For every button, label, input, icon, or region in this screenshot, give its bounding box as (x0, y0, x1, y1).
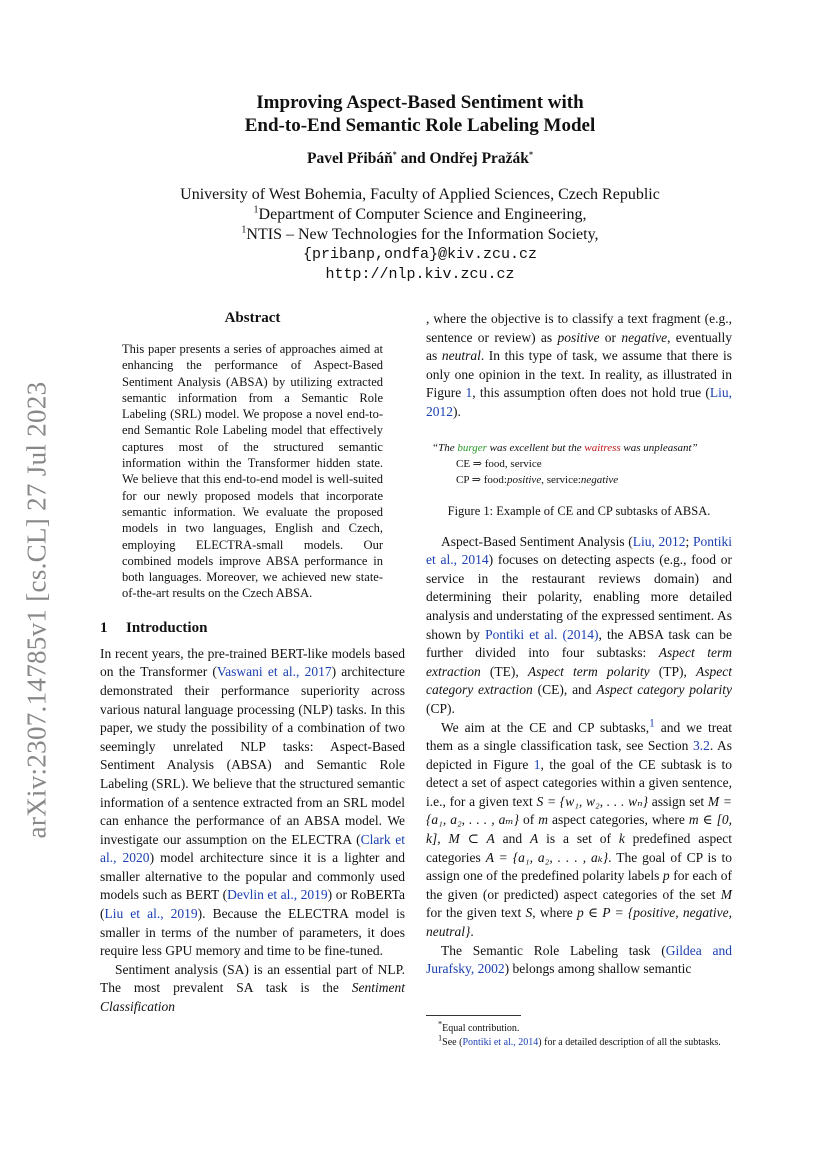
figure-ref-link[interactable]: 1 (465, 385, 473, 401)
paper-title (100, 91, 740, 137)
citation-link[interactable]: Clark et al., 2020 (100, 831, 405, 866)
citation-link[interactable]: Liu et al., 2019 (104, 906, 198, 922)
citation-link[interactable]: Pontiki et al. (2014) (485, 626, 599, 642)
intro-paragraph-2-start: Sentiment analysis (SA) is an essential part of NLP. The most prevalent SA task is the Sentiment Classification (100, 961, 405, 1015)
intro-paragraph-2-cont: , where the objective is to classify a text fragment (e.g., sentence or review) as positive or negative, eventually as neutral. In this type of task, we assume that there is only one opinion in the text. In reality, as illustrated in Figure 1, this assumption often does not hold true (Liu, 2012). (426, 311, 732, 419)
title-line-2: End-to-End Semantic Role Labeling Model (244, 115, 596, 136)
affiliations (100, 185, 740, 285)
left-column (100, 310, 405, 1017)
author-2-marker: * (528, 149, 533, 159)
abstract-text: This paper presents a series of approaches aimed at enhancing the performance of Aspect-Based Sentiment Analysis (ABSA) by utilizing extracted semantic information from a Semantic Role Labeling (SRL) model. We propose a novel end-to-end Semantic Role Labeling model that effectively captures most of the structured semantic information within the Transformer hidden state. We believe that this end-to-end model is well-suited for our newly proposed models that incorporate semantic information. We evaluate the proposed models in two languages, English and Czech, employing ELECTRA-small models. Our combined models improve ABSA performance in both languages. Moreover, we achieved new state-of-the-art results on the Czech ABSA. (122, 342, 383, 601)
aspect-word-waitress: waitress (584, 441, 621, 454)
figure-1-caption: Figure 1: Example of CE and CP subtasks of ABSA. (447, 503, 711, 518)
section-number: 1 (100, 619, 108, 636)
citation-link[interactable]: Gildea and Jurafsky, 2002 (426, 942, 732, 977)
footnote-ref-link[interactable]: 1 (649, 717, 655, 729)
srl-paragraph: The Semantic Role Labeling task (Gildea and Jurafsky, 2002) belongs among shallow semantic (426, 942, 732, 977)
section-ref-link[interactable]: 3.2 (692, 738, 710, 754)
arxiv-stamp (14, 375, 60, 845)
citation-link[interactable]: Vaswani et al., 2017 (216, 664, 332, 680)
affiliation-3: $^1$NTIS – New Technologies for the Information Society, (241, 224, 599, 243)
author-connector: and (396, 150, 430, 167)
citation-link[interactable]: Pontiki et al., 2014 (426, 533, 732, 568)
affiliation-2: $^1$Department of Computer Science and Engineering, (253, 204, 587, 223)
citation-link[interactable]: Devlin et al., 2019 (227, 887, 328, 903)
figure-cp-line: CP ⇒ food:positive, service:negative (456, 473, 619, 486)
intro-paragraph-1: In recent years, the pre-trained BERT-like models based on the Transformer (Vaswani et al., 2017) architecture demonstrated their performance superiority across various natural language processing (NLP) tasks. In this paper, we study the possibility of a combination of two seemingly unrelated NLP tasks: Aspect-Based Sentiment Analysis (ABSA) and Semantic Role Labeling (SRL). We believe that the structured semantic information of a sentence extracted from an SRL model can enhance the performance of an ABSA model. We investigate our assumption on the ELECTRA (Clark et al., 2020) model architecture since it is a lighter and smaller alternative to the popular and commonly used models such as BERT (Devlin et al., 2019) or RoBERTa (Liu et al., 2019). Because the ELECTRA model is smaller in terms of the number of parameters, it does require less GPU memory and time to be fine-tuned. (100, 645, 406, 959)
email[interactable]: {pribanp,ondfa}@kiv.zcu.cz (302, 246, 538, 263)
author-1: Pavel Přibáň (307, 150, 393, 167)
footnote-1: *Equal contribution. (438, 1019, 520, 1034)
absa-paragraph: Aspect-Based Sentiment Analysis (Liu, 2012; Pontiki et al., 2014) focuses on detecting aspects (e.g., food or service in the restaurant reviews domain) and determining their polarity, enabling more detailed analysis and understating of the expressed sentiment. As shown by Pontiki et al. (2014), the ABSA task can be further divided into four subtasks: Aspect term extraction (TE), Aspect term polarity (TP), Aspect category extraction (CE), and Aspect category polarity (CP). (426, 533, 733, 716)
footnote-2: $^1$See (Pontiki et al., 2014) for a detailed description of all the subtasks. (438, 1033, 721, 1048)
affiliation-1: University of West Bohemia, Faculty of Applied Sciences, Czech Republic (180, 186, 660, 203)
section-heading-introduction (100, 620, 405, 637)
arxiv-stamp-text: arXiv:2307.14785v1 [cs.CL] 27 Jul 2023 (21, 381, 52, 839)
figure-ce-line: CE ⇒ food, service (456, 457, 542, 470)
section-title: Introduction (126, 619, 208, 636)
abstract-heading: Abstract (224, 310, 281, 326)
website-url[interactable]: http://nlp.kiv.zcu.cz (325, 266, 515, 283)
footnote-rule (426, 1015, 521, 1016)
aspect-word-burger: burger (457, 441, 487, 454)
author-2: Ondřej Pražák (429, 150, 529, 167)
citation-link[interactable]: Liu, 2012 (632, 533, 686, 549)
figure-1 (432, 440, 732, 488)
figure-ref-link[interactable]: 1 (533, 756, 541, 772)
citation-link[interactable]: Liu, 2012 (426, 385, 732, 419)
ce-cp-paragraph: We aim at the CE and CP subtasks,$^1$ and we treat them as a single classification task, see Section 3.2. As depicted in Figure 1, the goal of the CE subtask is to detect a set of aspect categories within a given sentence, i.e., for a given text S = {w₁, w₂, . . . wₙ} assign set M = {a₁, a₂, . . . , aₘ} of m aspect categories, where m ∈ [0, k], M ⊂ A and A is a set of k predefined aspect categories A = {a₁, a₂, . . . , aₖ}. The goal of CP is to assign one of the predefined polarity labels p for each of the given (or predicted) aspect categories of the set M for the given text S, where p ∈ P = {positive, negative, neutral}. (426, 717, 733, 940)
right-column (426, 310, 732, 979)
author-1-marker: * (392, 149, 397, 159)
figure-example-sentence: “The burger was excellent but the waitress was unpleasant” (432, 441, 698, 454)
title-line-1: Improving Aspect-Based Sentiment with (256, 92, 584, 113)
citation-link[interactable]: Pontiki et al., 2014 (462, 1037, 539, 1048)
footnotes (426, 1015, 732, 1050)
authors (100, 150, 740, 168)
